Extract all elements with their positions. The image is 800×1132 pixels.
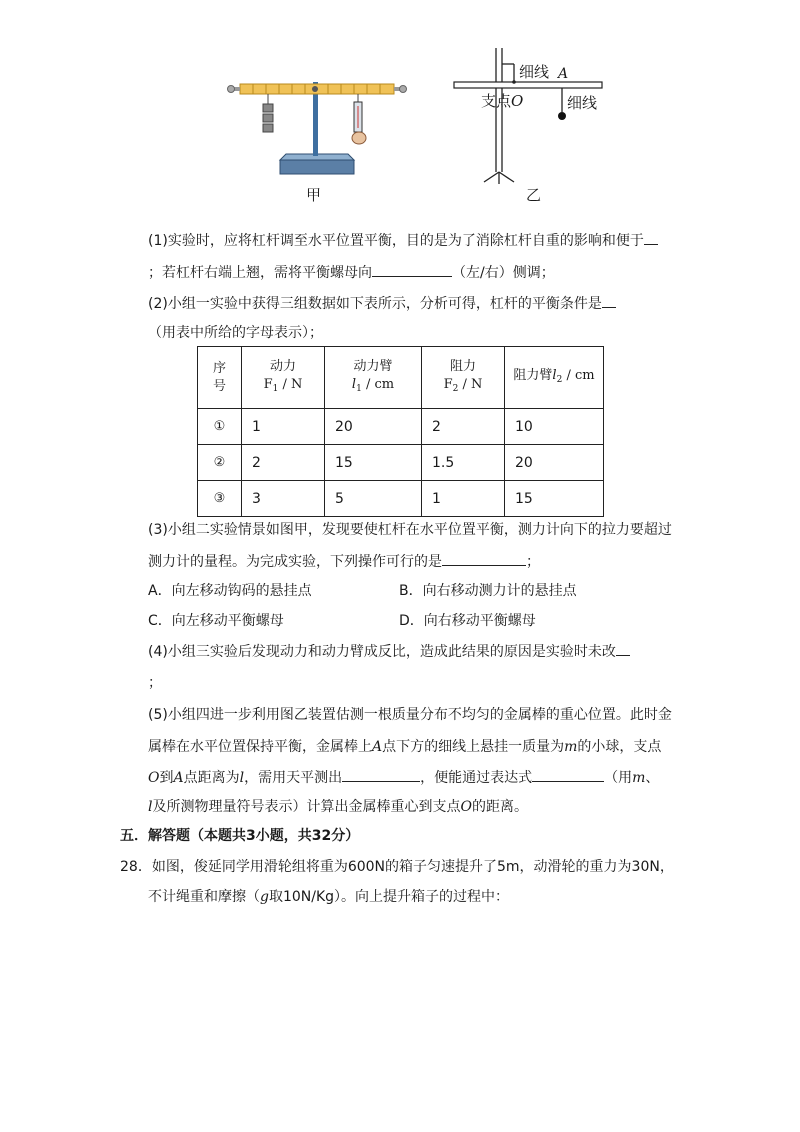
q5-text-2b: 点下方的细线上悬挂一质量为 xyxy=(382,739,565,755)
figure-caption-yi: 乙 xyxy=(526,186,542,204)
table-cell: 15 xyxy=(505,481,604,517)
q1-line1 xyxy=(148,230,658,251)
q5-text-3f: 、 xyxy=(645,770,660,786)
section-heading: 五．解答题（本题共3小题，共32分） xyxy=(120,828,360,844)
q5-symbol-l2: l xyxy=(148,799,153,815)
q28-symbol-g: g xyxy=(260,889,269,905)
q4-blank[interactable] xyxy=(616,641,630,656)
table-cell: ② xyxy=(198,445,242,481)
q5-text-4b: 的距离。 xyxy=(471,799,528,815)
q3-option-d: D．向右移动平衡螺母 xyxy=(399,613,536,629)
figure-label-point-a: A xyxy=(558,66,569,82)
q4-line1 xyxy=(148,641,630,662)
table-cell: 1 xyxy=(422,481,505,517)
figure-caption-jia: 甲 xyxy=(306,186,322,204)
table-cell: ① xyxy=(198,409,242,445)
q1-line2 xyxy=(148,262,555,283)
figure-label-pivot: 支点O xyxy=(481,92,524,110)
q5-text-2a: 属棒在水平位置保持平衡，金属棒上 xyxy=(148,739,372,755)
q5-symbol-a: A xyxy=(372,739,383,755)
q3-line1: (3)小组二实验情景如图甲，发现要使杠杆在水平位置平衡，测力计向下的拉力要超过 xyxy=(148,522,672,538)
table-row xyxy=(198,445,604,481)
q1-blank-1[interactable] xyxy=(644,230,658,245)
q5-symbol-m2: m xyxy=(632,770,646,786)
q5-text-4a: 及所测物理量符号表示）计算出金属棒重心到支点 xyxy=(152,799,461,815)
q3-option-c: C．向左移动平衡螺母 xyxy=(148,613,284,629)
table-cell: 3 xyxy=(242,481,325,517)
q4-text-1: (4)小组三实验后发现动力和动力臂成反比，造成此结果的原因是实验时未改 xyxy=(148,644,616,660)
q2-line2: （用表中所给的字母表示）； xyxy=(148,325,323,341)
table-cell: 5 xyxy=(325,481,422,517)
q1-text-2a: ；若杠杆右端上翘，需将平衡螺母向 xyxy=(148,265,372,281)
q5-text-3e: （用 xyxy=(604,770,633,786)
table-header-f1: 动力 $F_1$ / N xyxy=(242,347,325,409)
table-header-f2: 阻力 $F_2$ / N xyxy=(422,347,505,409)
table-header-row xyxy=(198,347,604,409)
q5-symbol-a2: A xyxy=(173,770,184,786)
q28-text-2b: 取10N/Kg）。向上提升箱子的过程中： xyxy=(268,889,510,905)
q28-text-2a: 不计绳重和摩擦（ xyxy=(148,889,260,905)
q5-symbol-m: m xyxy=(564,739,578,755)
table-cell: 1 xyxy=(242,409,325,445)
table-cell: ③ xyxy=(198,481,242,517)
q5-text-3b: 点距离为 xyxy=(183,770,240,786)
q3-option-b: B．向右移动测力计的悬挂点 xyxy=(399,583,577,599)
figure-jia xyxy=(222,64,412,184)
table-cell: 20 xyxy=(325,409,422,445)
table-cell: 20 xyxy=(505,445,604,481)
table-header-l2: 阻力臂$l_2$ / cm xyxy=(505,347,604,409)
q5-blank-2[interactable] xyxy=(532,767,604,782)
table-row xyxy=(198,481,604,517)
table-cell: 1.5 xyxy=(422,445,505,481)
q3-text-2b: ； xyxy=(526,554,540,570)
table-cell: 15 xyxy=(325,445,422,481)
q5-text-3d: ，便能通过表达式 xyxy=(420,770,533,786)
table-cell: 2 xyxy=(242,445,325,481)
q3-blank[interactable] xyxy=(442,551,526,566)
q28-line1: 28．如图，俊延同学用滑轮组将重为600N的箱子匀速提升了5m，动滑轮的重力为30N， xyxy=(120,859,674,875)
q2-blank[interactable] xyxy=(602,293,616,308)
table-cell: 10 xyxy=(505,409,604,445)
q5-symbol-o: O xyxy=(148,770,160,786)
q2-line1 xyxy=(148,293,616,314)
q5-line4 xyxy=(148,797,528,817)
q1-text-2b: （左/右）侧调； xyxy=(452,265,555,281)
q5-text-2c: 的小球，支点 xyxy=(577,739,662,755)
q5-line3 xyxy=(148,767,659,788)
q5-blank-1[interactable] xyxy=(342,767,420,782)
table-header-index: 序号 xyxy=(198,347,242,409)
q5-symbol-l: l xyxy=(239,770,245,786)
q2-text-1: (2)小组一实验中获得三组数据如下表所示，分析可得，杠杆的平衡条件是 xyxy=(148,296,602,312)
table-header-l1: 动力臂 $l_1$ / cm xyxy=(325,347,422,409)
q5-text-3a: 到 xyxy=(159,770,174,786)
figure-label-string-top: 细线 xyxy=(519,63,550,81)
table-cell: 2 xyxy=(422,409,505,445)
table-row xyxy=(198,409,604,445)
q28-line2 xyxy=(148,887,509,907)
figure-label-string-bottom: 细线 xyxy=(567,94,598,112)
q4-line2: ； xyxy=(148,675,162,691)
q5-line2 xyxy=(148,737,661,757)
q3-line2 xyxy=(148,551,540,572)
q3-text-2a: 测力计的量程。为完成实验，下列操作可行的是 xyxy=(148,554,442,570)
data-table xyxy=(197,346,604,517)
q3-option-a: A．向左移动钩码的悬挂点 xyxy=(148,583,312,599)
q1-blank-2[interactable] xyxy=(372,262,452,277)
q1-text-1: (1)实验时，应将杠杆调至水平位置平衡，目的是为了消除杠杆自重的影响和便于 xyxy=(148,233,644,249)
q5-line1: (5)小组四进一步利用图乙装置估测一根质量分布不均匀的金属棒的重心位置。此时金 xyxy=(148,707,672,723)
q5-text-3c: ，需用天平测出 xyxy=(244,770,343,786)
q5-symbol-o2: O xyxy=(460,799,472,815)
